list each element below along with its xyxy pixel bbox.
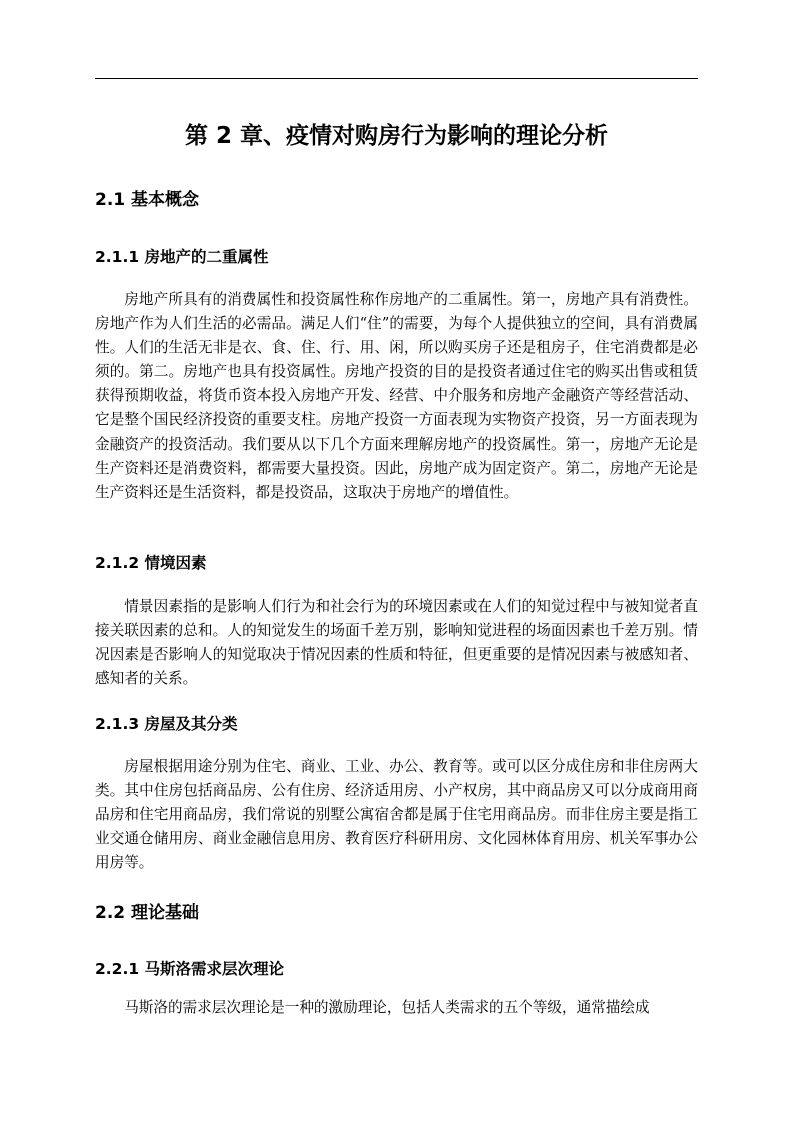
subsection-heading-2-1-1: 2.1.1 房地产的二重属性 [95,248,269,266]
paragraph-2-1-3: 房屋根据用途分别为住宅、商业、工业、办公、教育等。或可以区分成住房和非住房两大类。其中住房包括商品房、公有住房、经济适用房、小产权房，其中商品房又可以分成商用商品房和住宅用商品房，我们常说的别墅公寓宿舍都是属于住宅用商品房。而非住房主要是指工业交通仓储用房、商业金融信息用房、教育医疗科研用房、文化园林体育用房、机关军事办公用房等。 [95,758,698,872]
section-heading-2-2: 2.2 理论基础 [95,903,200,923]
subsection-heading-2-2-1: 2.2.1 马斯洛需求层次理论 [95,960,285,978]
subsection-heading-2-1-2: 2.1.2 情境因素 [95,554,207,572]
paragraph-2-1-2: 情景因素指的是影响人们行为和社会行为的环境因素或在人们的知觉过程中与被知觉者直接关联因素的总和。人的知觉发生的场面千差万别，影响知觉进程的场面因素也千差万别。情况因素是否影响人的知觉取决于情况因素的性质和特征，但更重要的是情况因素与被感知者、感知者的关系。 [95,598,698,688]
paragraph-2-1-1: 房地产所具有的消费属性和投资属性称作房地产的二重属性。第一，房地产具有消费性。房地产作为人们生活的必需品。满足人们“住”的需要，为每个人提供独立的空间，具有消费属性。人们的生活无非是衣、食、住、行、用、闲，所以购买房子还是租房子，住宅消费都是必须的。第二。房地产也具有投资属性。房地产投资的目的是投资者通过住宅的购买出售或租赁获得预期收益，将货币资本投入房地产开发、经营、中介服务和房地产金融资产等经营活动、它是整个国民经济投资的重要支柱。房地产投资一方面表现为实物资产投资，另一方面表现为金融资产的投资活动。我们要从以下几个方面来理解房地产的投资属性。第一，房地产无论是生产资料还是消费资料，都需要大量投资。因此，房地产成为固定资产。第二，房地产无论是生产资料还是生活资料，都是投资品，这取决于房地产的增值性。 [95,291,698,501]
subsection-heading-2-1-3: 2.1.3 房屋及其分类 [95,715,238,733]
section-heading-2-1: 2.1 基本概念 [95,190,200,210]
chapter-title: 第 2 章、疫情对购房行为影响的理论分析 [184,123,609,149]
paragraph-2-2-1: 马斯洛的需求层次理论是一种的激励理论，包括人类需求的五个等级，通常描绘成 [124,999,650,1016]
header-rule [95,78,698,79]
